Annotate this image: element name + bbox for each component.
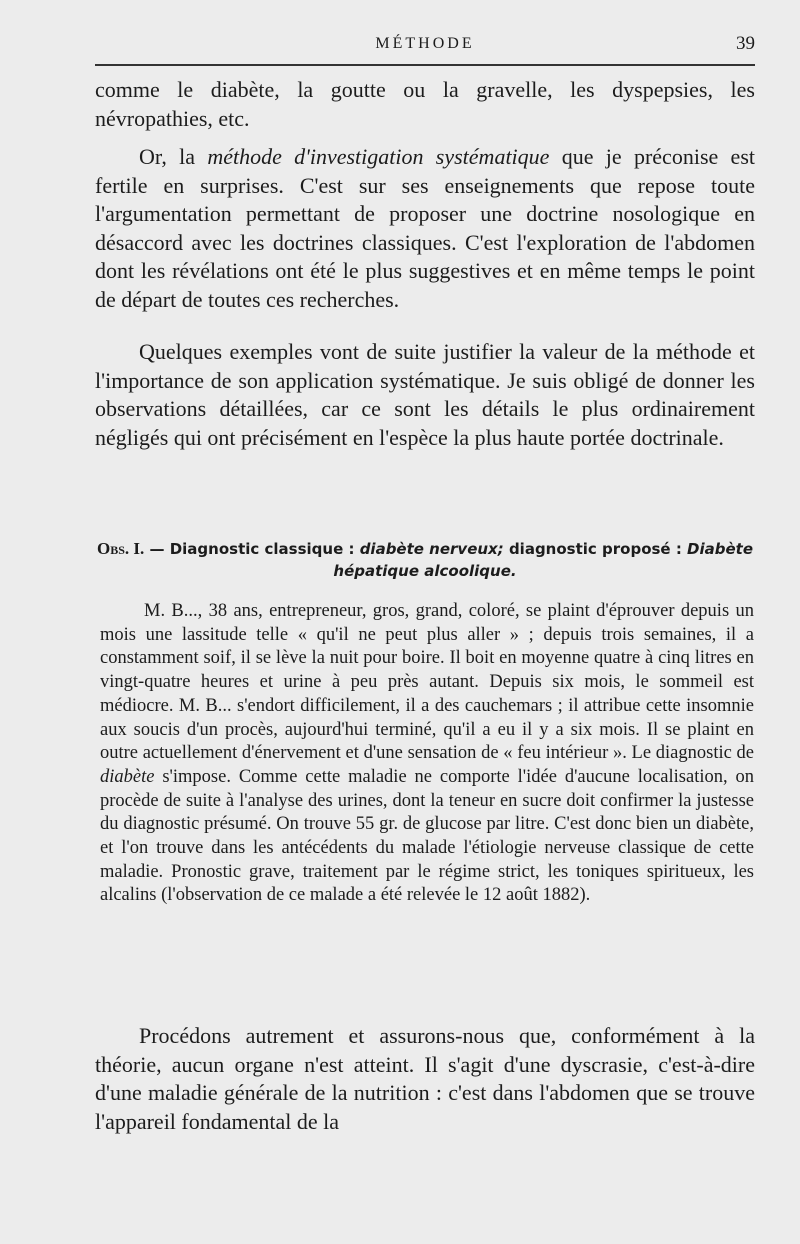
observation-text-end: s'impose. Comme cette maladie ne comporte l'idée d'aucune localisation, on procède de suite à l'analyse des urines, dont la teneur en sucre doit confirmer la justesse du diagnostic présumé. On trouve 55 gr. de glucose par litre. C'est donc bien un diabète, et l'on trouve dans les antécédents du malade l'étiologie nerveuse classique de cette maladie. Pronostic grave, traitement par le régime strict, les toniques spiritueux, les alcalins (l'observation de ce malade a été relevée le 12 août 1882). (100, 766, 754, 906)
paragraph-2-emphasis: méthode d'investigation systématique (207, 144, 550, 169)
observation-text-start: M. B..., 38 ans, entrepreneur, gros, grand, coloré, se plaint d'éprouver depuis un mois une lassitude telle « qu'il ne peut plus aller » ; depuis trois semaines, il a constamment soif, il se lève la nuit pour boire. Il boit en moyenne quatre à cinq litres en vingt-quatre heures et urine à peu près autant. Depuis six mois, le sommeil est médiocre. M. B... s'endort difficilement, il a des cauchemars ; il attribue cette insomnie aux soucis d'un procès, aujourd'hui terminé, qu'il a eu il y a six mois. Il se plaint en outre actuellement d'énervement et d'une sensation de « feu intérieur ». Le diagnostic de (100, 601, 754, 764)
paragraph-2-start: Or, la (139, 144, 208, 169)
paragraph-3: Quelques exemples vont de suite justifier la valeur de la méthode et l'importance de son application systématique. Je suis obligé de donner les observations détaillées, car ce sont les détails le plus ordinairement négligés qui ont précisément en l'espèce la plus haute portée doctrinale. (95, 339, 755, 450)
proposed-diagnosis-value: Diabète hépatique alcoolique. (333, 540, 754, 580)
paragraph-2 (95, 143, 755, 315)
page-number: 39 (736, 33, 755, 54)
observation-text-emphasis: diabète (100, 766, 155, 787)
running-head (95, 32, 755, 58)
observation-heading (95, 538, 755, 582)
paragraph-1: comme le diabète, la goutte ou la gravelle, les dyspepsies, les névropathies, etc. (95, 77, 755, 131)
paragraph-4: Procédons autrement et assurons-nous que, conformément à la théorie, aucun organe n'est atteint. Il s'agit d'une dyscrasie, c'est-à-dire d'une maladie générale de la nutrition : c'est dans l'abdomen que se trouve l'appareil fondamental de la (95, 1023, 755, 1134)
observation-dash: — (144, 540, 170, 558)
running-title: MÉTHODE (375, 35, 475, 52)
observation-text (100, 600, 754, 908)
header-rule (95, 64, 755, 66)
classic-diagnosis-value: diabète nerveux; (359, 540, 504, 558)
proposed-diagnosis-label: diagnostic proposé : (503, 540, 688, 558)
classic-diagnosis-label: Diagnostic classique : (169, 540, 360, 558)
observation-label: Obs. I. (96, 539, 145, 558)
paragraph-2-end: que je préconise est fertile en surprises. C'est sur ses enseignements que repose toute l'argumentation permettant de proposer une doctrine nosologique en désaccord avec les doctrines classiques. C'est l'exploration de l'abdomen dont les révélations ont été le plus suggestives et en même temps le point de départ de toutes ces recherches. (95, 144, 755, 312)
